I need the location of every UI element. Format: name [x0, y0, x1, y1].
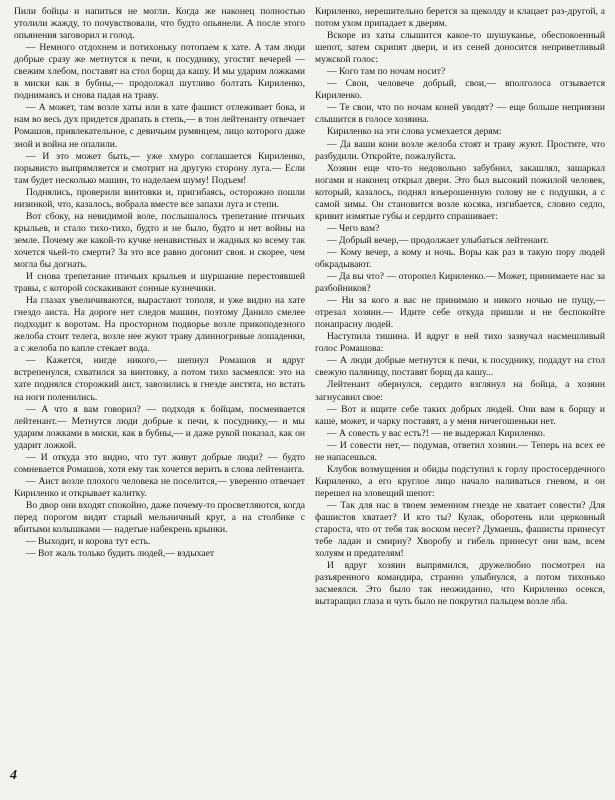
right-column: [315, 6, 605, 608]
paragraph: — Вот и ищите себе таких добрых людей. Они вам к борщу и каше, может, и чарку поставят, а у меня ничегошеньки нет.: [315, 403, 605, 427]
paragraph: — А может, там возле хаты или в хате фашист отлеживает бока, и нам во весь дух придется драпать в степь,— в тон лейтенанту отвечает Ромашов, привлекательное, с девичьим румянцем, лицо которого даже зной и война не опалили.: [14, 102, 305, 150]
paragraph: Хозяин еще что-то недовольно забубнил, закашлял, зашаркал ногами и наконец открыл двери. Это был высокий пожилой человек, который, казалось, поднял взъерошенную голову не с подушки, а с самой зимы. Он становится возле косяка, изгибается, словно седло, кривит измятые губы и сердито спрашивает:: [315, 162, 605, 222]
paragraph: — Добрый вечер,— продолжает улыбаться лейтенант.: [327, 234, 549, 246]
paragraph: — Да ваши кони возле желоба стоят и траву жуют. Простите, что разбудили. Откройте, пожалуйста.: [315, 138, 605, 162]
paragraph: Поднялись, проверили винтовки и, пригибаясь, осторожно пошли низинкой, что, казалось, вобрала вместе все запахи луга и степи.: [14, 186, 305, 210]
left-column: [14, 6, 305, 560]
paragraph: — Кажется, нигде никого,— шепнул Ромашов и вдруг встрепенулся, схватился за винтовку, а потом тихо засмеялся: это на хате поднялся сторожкий аист, завозились в гнезде аистята, но встать на ноги поленились.: [14, 355, 305, 403]
paragraph: Вскоре из хаты слышится какое-то шушуканье, обеспокоенный шепот, затем скрипят двери, и из сеней доносится неприветливый мужской голос:: [315, 30, 605, 66]
paragraph: Клубок возмущения и обиды подступил к горлу простосердечного Кириленко, а его круглое лицо начало наливаться гневом, и он перешел на зловещий шепот:: [315, 463, 605, 499]
paragraph: Во двор они входят спокойно, даже почему-то просветляются, когда перед порогом видят старый мельничный круг, а на столбике с вбитыми колышками — надетые набекрень крынки.: [14, 499, 305, 536]
paragraph: — Так для нас в твоем земенном гнезде не хватает совести? Для фашистов хватает? И кто ты? Кулак, оборотень или церковный староста, что от тебя так воском несет? Думаешь, фашисты принесут тебе ладан и смирну? Хворобу и гибель принесут они вам, всем холуям и предателям!: [315, 499, 605, 560]
paragraph: — А что я вам говорил? — подходя к бойцам, посмеивается лейтенант.— Метнутся люди добрые к печи, к посуднику,— и мы ударим ложками в миски, как в бубны,— и даже рукой показал, как он ударит ложкой.: [14, 403, 305, 451]
paragraph: И снова трепетание птичьих крыльев и шуршание перестоявшей травы, с которой соскакивают сонные кузнечики.: [14, 271, 305, 295]
paragraph: — Немного отдохнем и потихоньку потопаем к хате. А там люди добрые сразу же метнутся к печи, к посуднику, угостят вечерей — свежим хлебом, поставят на стол борщ да кашу. И мы ударим ложками в миски как в бубны,— продолжал шутливо болтать Кириленко, поднимаясь и снова падая на траву.: [14, 42, 305, 102]
paragraph: — И откуда это видно, что тут живут добрые люди? — будто сомневается Ромашов, хотя ему так хочется верить в слова лейтенанта.: [14, 451, 305, 475]
paragraph: Кириленко на эти слова усмехается дерям:: [327, 126, 502, 138]
paragraph: Кириленко, нерешительно берется за щеколду и клацает раз-другой, а потом ухом припадает к дверям.: [315, 6, 605, 30]
paragraph: Вот сбоку, на невидимой воле, послышалось трепетание птичьих крыльев, и стало тихо-тихо, будто и не было, будто и нет войны на земле. Почему же какой-то кучке ненавистных и жадных ко всему так хочется чьей-то смерти? За это все равно догонит своя. и скорее, чем могла бы догнать.: [14, 210, 305, 270]
paragraph: — А совесть у вас есть?! — не выдержал Кириленко.: [327, 427, 546, 439]
paragraph: Лейтенант обернулся, сердито взглянул на бойца, а хозяин загнусавил свое:: [315, 379, 605, 403]
paragraph: — А люди добрые метнутся к печи, к посуднику, подадут на стол свежую паляницу, поставят борщ да кашу...: [315, 355, 605, 379]
paragraph: Пили бойцы и напиться не могли. Когда же наконец полностью утолили жажду, то почувствовали, что будто опьянели. А после этого опьянения заговорил и голод.: [14, 6, 305, 42]
paragraph: — Кому вечер, а кому и ночь. Воры как раз в такую пору людей обкрадывают.: [315, 246, 605, 270]
paragraph: На глазах увеличиваются, вырастают тополя, и уже видно на хате гнездо аиста. На дороге нет следов машин, поэтому Данило смелее подходит к воротам. На просторном подворье возле прикоподезного желоба стоит телега, возле нее жуют траву длинногривые лошаденки, а с желоба по капле стекает вода.: [14, 295, 305, 355]
paragraph: — Ни за кого я вас не принимаю и никого ночью не пущу,— отрезал хозяин.— Идите себе откуда пришли и не беспокойте понапрасну людей.: [315, 295, 605, 331]
page-number: 4: [10, 768, 17, 783]
paragraph: — Чего вам?: [327, 222, 380, 234]
paragraph: Наступила тишина. И вдруг в ней тихо зазвучал насмешливый голос Ромашова:: [315, 331, 605, 355]
paragraph: — Вот жаль только будить людей,— вздыхает: [26, 548, 215, 560]
paragraph: И вдруг хозяин выпрямился, дружелюбно посмотрел на разъяренного командира, странно улыбнулся, а потом тихонько засмеялся. Это было так неожиданно, что Кириленко осекся, вытаращил глаза и чуть было не покрутил пальцем возле лба.: [315, 560, 605, 608]
paragraph: — И это может быть,— уже хмуро соглашается Кириленко, порывисто выпрямляется и смотрит на другую сторону луга.— Если там будет несколько машин, то наделаем шуму! Подъем!: [14, 150, 305, 186]
paragraph: — И совести нет,— подумав, ответил хозяин.— Теперь на всех ее не напасешься.: [315, 439, 605, 463]
paragraph: — Да вы что? — оторопел Кириленко.— Может, принимаете нас за разбойников?: [315, 271, 605, 295]
paragraph: — Кого там по ночам носит?: [327, 66, 446, 78]
paragraph: — Выходит, и корова тут есть.: [26, 536, 151, 548]
paragraph: — Свои, человече добрый, свои,— вполголоса отзывается Кириленко.: [315, 78, 605, 102]
paragraph: — Те свои, что по ночам коней уводят? — еще больше неприязни слышится в голосе хозяина.: [315, 102, 605, 126]
paragraph: — Аист возле плохого человека не поселится,— уверенно отвечает Кириленко и открывает калитку.: [14, 475, 305, 499]
